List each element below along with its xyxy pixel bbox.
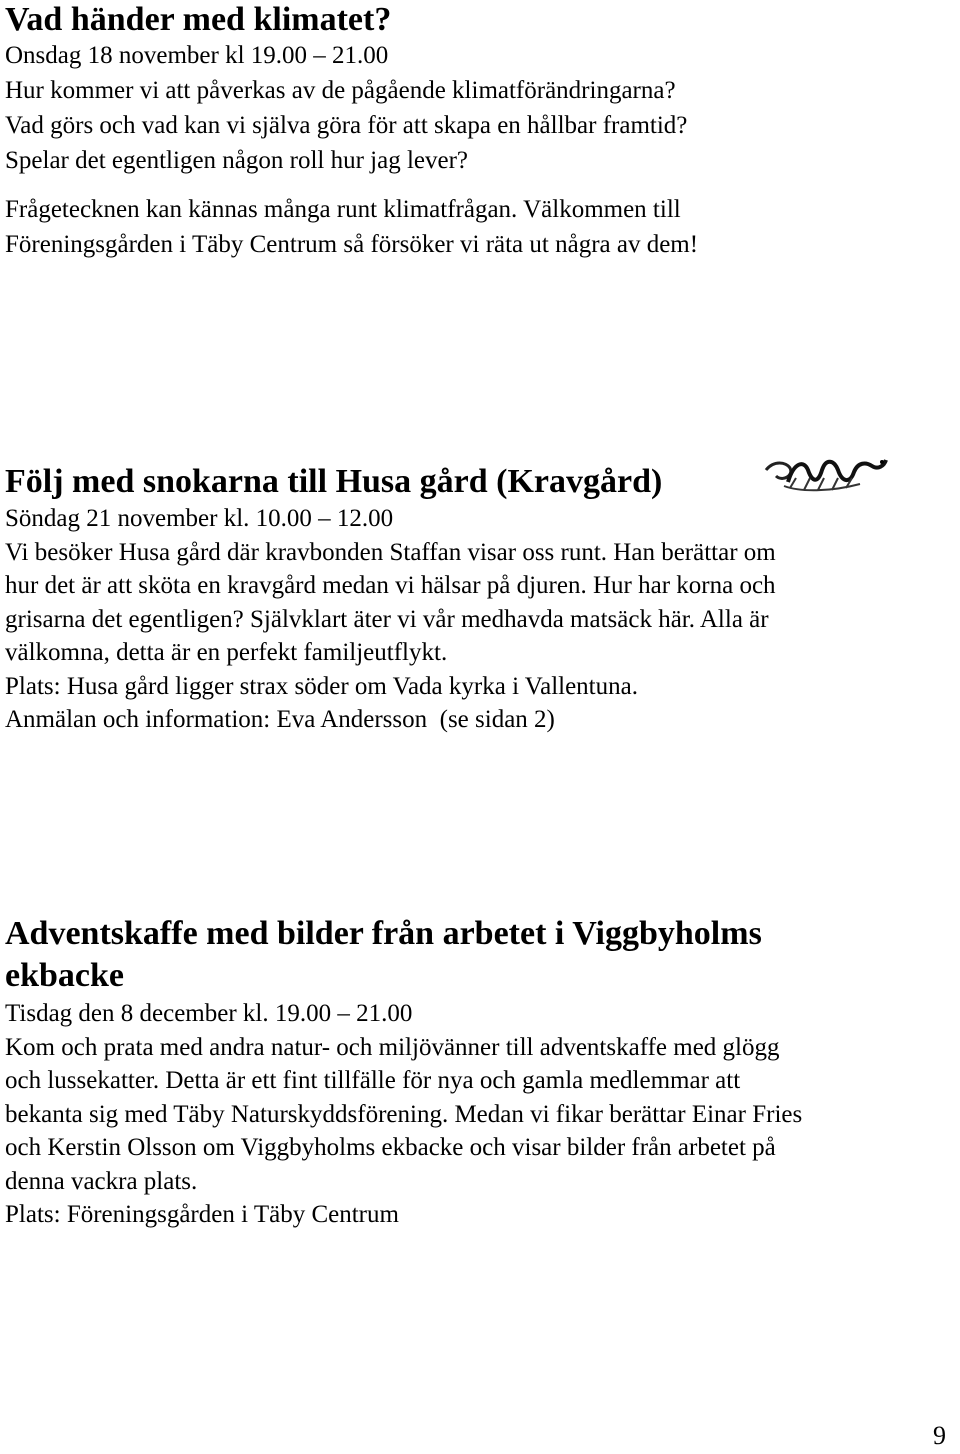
event-text-line: Frågetecknen kan kännas många runt klimatfrågan. Välkommen till bbox=[5, 196, 681, 223]
page-number: 9 bbox=[933, 1421, 946, 1450]
event-text-line: Kom och prata med andra natur- och miljövänner till adventskaffe med glögg bbox=[5, 1033, 780, 1061]
event-adventskaffe bbox=[5, 913, 955, 1232]
event-text-line: Vi besöker Husa gård där kravbonden Staffan visar oss runt. Han berättar om bbox=[5, 538, 776, 566]
event-text-line: välkomna, detta är en perfekt familjeutflykt. bbox=[5, 639, 448, 666]
event-text-line: och Kerstin Olsson om Viggbyholms ekbacke och visar bilder från arbetet på bbox=[5, 1134, 776, 1161]
event-date: Tisdag den 8 december kl. 19.00 – 21.00 bbox=[5, 1000, 413, 1027]
event-contact: Anmälan och information: Eva Andersson (se sidan 2) bbox=[5, 706, 555, 733]
event-title: Vad händer med klimatet? bbox=[5, 1, 392, 38]
event-text-line: grisarna det egentligen? Självklart äter vi vår medhavda matsäck här. Alla är bbox=[5, 605, 769, 633]
snake-icon bbox=[760, 448, 890, 500]
event-title: Följ med snokarna till Husa gård (Kravgård) bbox=[5, 463, 663, 500]
event-place: Plats: Föreningsgården i Täby Centrum bbox=[5, 1201, 399, 1228]
event-text-line: bekanta sig med Täby Naturskyddsförening. Medan vi fikar berättar Einar Fries bbox=[5, 1100, 803, 1128]
event-text-line: och lussekatter. Detta är ett fint tillfälle för nya och gamla medlemmar att bbox=[5, 1067, 741, 1094]
event-title-line: Adventskaffe med bilder från arbetet i Viggbyholms bbox=[5, 915, 762, 952]
event-husa-gard bbox=[5, 462, 955, 737]
event-place: Plats: Husa gård ligger strax söder om Vada kyrka i Vallentuna. bbox=[5, 672, 638, 700]
event-text-line: denna vackra plats. bbox=[5, 1167, 198, 1195]
event-date: Onsdag 18 november kl 19.00 – 21.00 bbox=[5, 42, 389, 69]
event-title-line: ekbacke bbox=[5, 957, 124, 994]
event-klimatet bbox=[5, 2, 698, 262]
event-text-line: hur det är att sköta en kravgård medan vi hälsar på djuren. Hur har korna och bbox=[5, 572, 776, 599]
event-text-line: Spelar det egentligen någon roll hur jag lever? bbox=[5, 147, 469, 174]
event-text-line: Föreningsgården i Täby Centrum så försöker vi räta ut några av dem! bbox=[5, 231, 699, 258]
event-date: Söndag 21 november kl. 10.00 – 12.00 bbox=[5, 505, 394, 532]
event-text-line: Vad görs och vad kan vi själva göra för att skapa en hållbar framtid? bbox=[5, 112, 688, 139]
event-text-line: Hur kommer vi att påverkas av de pågående klimatförändringarna? bbox=[5, 77, 676, 104]
